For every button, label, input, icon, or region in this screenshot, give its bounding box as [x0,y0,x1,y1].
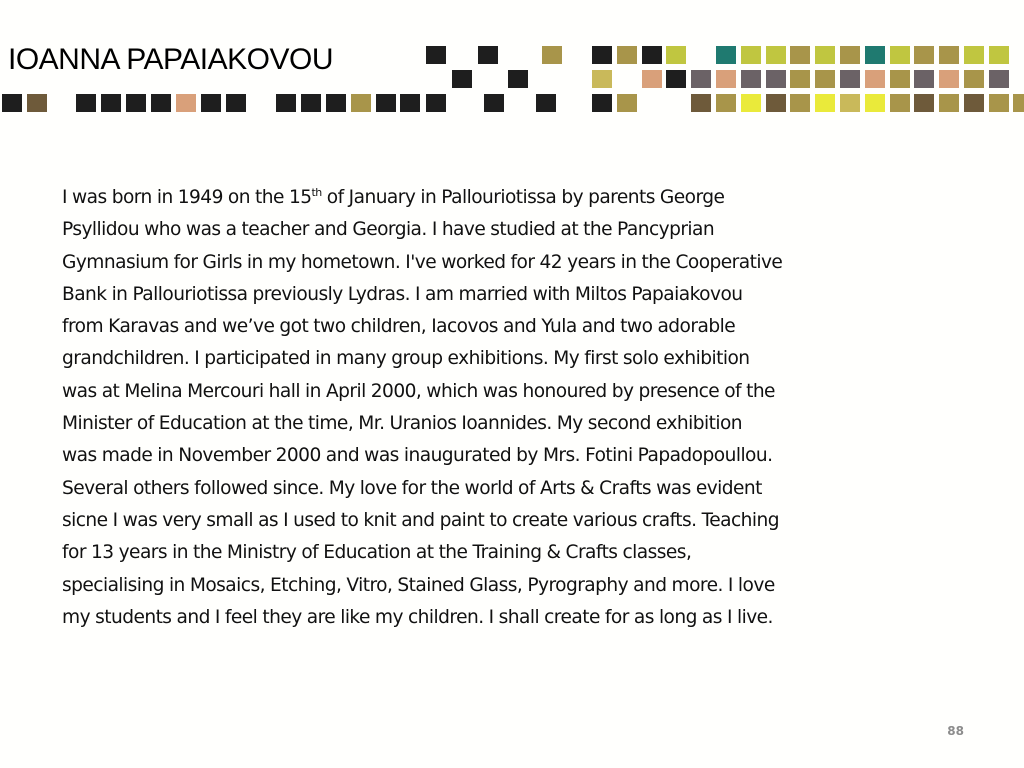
slide-title: IOANNA PAPAIAKOVOU [8,43,333,76]
text-line: grandchildren. I participated in many group exhibitions. My first solo exhibition [62,348,750,370]
decorative-tile [989,46,1009,64]
decorative-tile [666,46,686,64]
text-line: Psyllidou who was a teacher and Georgia. I have studied at the Pancyprian [62,219,715,241]
text-line: Gymnasium for Girls in my hometown. I've worked for 42 years in the Cooperative [62,251,783,273]
decorative-tile [840,94,860,112]
decorative-tile [276,94,296,112]
text-line: I was born in 1949 on the 15th of January in Pallouriotissa by parents George [62,185,725,208]
decorative-tile [400,94,420,112]
decorative-tile [27,94,47,112]
decorative-tile [716,46,736,64]
decorative-tile [766,94,786,112]
biography-text [62,182,982,634]
decorative-tile [484,94,504,112]
decorative-tile [890,70,910,88]
decorative-tile [642,70,662,88]
decorative-tile [939,94,959,112]
decorative-tile [914,46,934,64]
decorative-tile [101,94,121,112]
decorative-tile [939,70,959,88]
decorative-tile [452,70,472,88]
decorative-tile [989,70,1009,88]
decorative-tile [351,94,371,112]
decorative-tile [1013,94,1024,112]
decorative-tile [939,46,959,64]
decorative-tile [691,70,711,88]
decorative-tile [2,94,22,112]
decorative-tile [592,46,612,64]
decorative-tile [592,70,612,88]
decorative-tile [176,94,196,112]
decorative-tile [815,94,835,112]
superscript-th: th [311,185,322,199]
decorative-tile [766,70,786,88]
decorative-tile [617,94,637,112]
decorative-tile [890,94,910,112]
decorative-tile [326,94,346,112]
decorative-tile [890,46,910,64]
decorative-tile [964,46,984,64]
text-line: my students and I feel they are like my children. I shall create for as long as I live. [62,606,773,628]
decorative-tile [741,70,761,88]
decorative-tile [201,94,221,112]
decorative-tile [642,46,662,64]
decorative-tile [989,94,1009,112]
decorative-tile [865,70,885,88]
decorative-tile [301,94,321,112]
page-number: 88 [947,724,964,738]
decorative-tile [865,46,885,64]
text-line: Several others followed since. My love for the world of Arts & Crafts was evident [62,477,762,499]
decorative-tile [376,94,396,112]
decorative-tile [964,70,984,88]
decorative-tile [716,70,736,88]
text-line: was at Melina Mercouri hall in April 2000, which was honoured by presence of the [62,380,775,402]
decorative-tile [840,46,860,64]
text-line: was made in November 2000 and was inaugurated by Mrs. Fotini Papadopoullou. [62,445,773,467]
decorative-tile [478,46,498,64]
decorative-tile [617,46,637,64]
decorative-tile [542,46,562,64]
decorative-tile [151,94,171,112]
decorative-tile [914,70,934,88]
decorative-tile [840,70,860,88]
decorative-tile [914,94,934,112]
decorative-tile [741,94,761,112]
decorative-tile [691,94,711,112]
text-line: Minister of Education at the time, Mr. Uranios Ioannides. My second exhibition [62,413,743,435]
decorative-tile-banner [0,0,1024,120]
decorative-tile [126,94,146,112]
decorative-tile [865,94,885,112]
decorative-tile [716,94,736,112]
text-line: sicne I was very small as I used to knit and paint to create various crafts. Teaching [62,509,779,531]
decorative-tile [508,70,528,88]
decorative-tile [76,94,96,112]
text-line: from Karavas and we’ve got two children, Iacovos and Yula and two adorable [62,316,736,338]
text-line: for 13 years in the Ministry of Education at the Training & Crafts classes, [62,542,692,564]
decorative-tile [426,94,446,112]
decorative-tile [226,94,246,112]
text-line: Bank in Pallouriotissa previously Lydras. I am married with Miltos Papaiakovou [62,283,743,305]
decorative-tile [815,46,835,64]
decorative-tile [536,94,556,112]
decorative-tile [790,70,810,88]
text-line: specialising in Mosaics, Etching, Vitro, Stained Glass, Pyrography and more. I love [62,574,775,596]
decorative-tile [766,46,786,64]
decorative-tile [964,94,984,112]
decorative-tile [741,46,761,64]
decorative-tile [790,46,810,64]
decorative-tile [815,70,835,88]
decorative-tile [426,46,446,64]
decorative-tile [666,70,686,88]
decorative-tile [790,94,810,112]
decorative-tile [592,94,612,112]
